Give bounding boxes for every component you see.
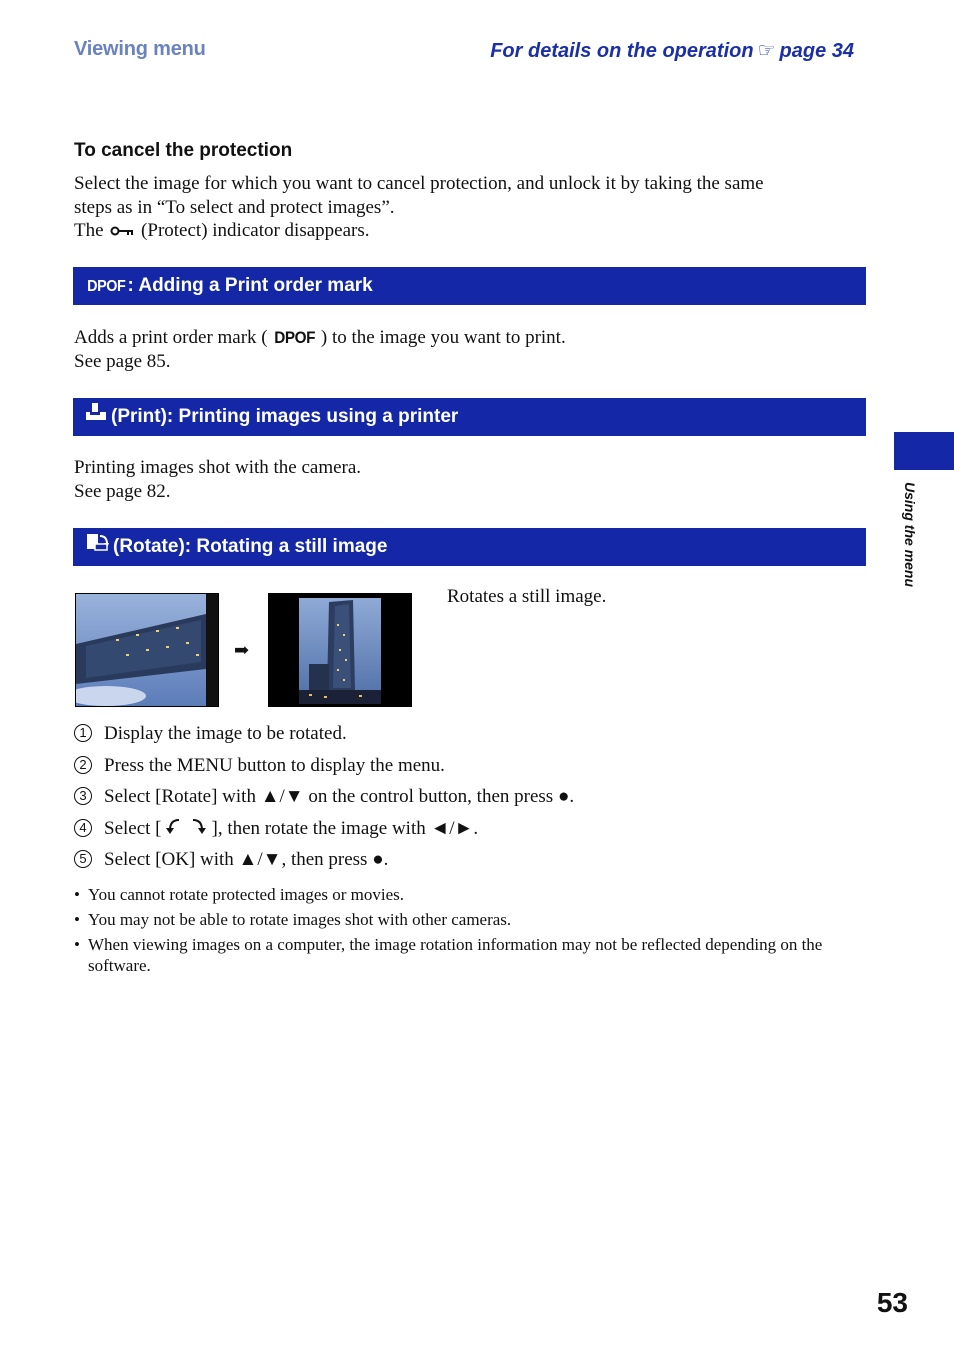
- step-2: [74, 754, 864, 786]
- print-see-page: See page 82.: [74, 480, 171, 502]
- pointing-hand-icon: ☞: [757, 40, 776, 62]
- rotate-description: Rotates a still image.: [447, 586, 607, 607]
- rotate-arrow-icon: ➡: [234, 640, 250, 660]
- rotate-steps-list: [74, 722, 864, 880]
- step-1: [74, 722, 864, 754]
- step-4-number: 4: [74, 819, 92, 837]
- cancel-line-2: steps as in “To select and protect images”.: [74, 196, 395, 218]
- chapter-tab: [894, 432, 954, 470]
- cancel-protection-text: [74, 172, 864, 243]
- rotate-direction-icon: [165, 817, 209, 842]
- operation-reference: [490, 38, 854, 63]
- bullet: •: [74, 885, 80, 904]
- rotated-photo-after: [268, 593, 412, 707]
- print-bar-title: (Print): Printing images using a printer: [111, 406, 459, 428]
- note-text: You cannot rotate protected images or movies.: [88, 885, 405, 904]
- cancel-line-1: Select the image for which you want to cancel protection, and unlock it by taking the same: [74, 173, 764, 194]
- rotated-photo-before: [75, 593, 219, 707]
- bullet: •: [74, 910, 80, 929]
- rotate-notes: [74, 884, 864, 980]
- rotate-icon: [85, 528, 109, 566]
- step-4-text-end: ], then rotate the image with ◄/►.: [211, 817, 479, 839]
- protect-key-icon: [110, 220, 134, 244]
- step-1-text: Display the image to be rotated.: [104, 723, 347, 744]
- note-item: [74, 934, 864, 976]
- dpof-icon: DPOF: [87, 278, 126, 295]
- note-text: When viewing images on a computer, the image rotation information may not be reflected depending on the software.: [88, 935, 823, 975]
- dpof-see-page: See page 85.: [74, 350, 171, 372]
- printer-icon: [85, 398, 107, 436]
- dpof-line-1: [74, 326, 864, 350]
- dpof-text-end: ) to the image you want to print.: [320, 327, 566, 348]
- note-item: [74, 884, 864, 905]
- step-5-text: Select [OK] with ▲/▼, then press ●.: [104, 849, 389, 870]
- cancel-line-3-end: (Protect) indicator disappears.: [141, 220, 370, 241]
- dpof-bar-title: : Adding a Print order mark: [127, 275, 373, 296]
- print-line-1: Printing images shot with the camera.: [74, 457, 362, 478]
- step-5-number: 5: [74, 850, 92, 868]
- dpof-text: [74, 326, 864, 373]
- cancel-line-3-start: The: [74, 220, 104, 241]
- cancel-protection-heading: To cancel the protection: [74, 140, 293, 161]
- rotate-bar-title: (Rotate): Rotating a still image: [113, 536, 388, 558]
- dpof-text-start: Adds a print order mark (: [74, 327, 268, 348]
- step-5: [74, 848, 864, 880]
- print-section-bar: [73, 398, 866, 436]
- step-3-number: 3: [74, 787, 92, 805]
- reference-page: page 34: [779, 40, 854, 62]
- dpof-inline-icon: DPOF: [273, 328, 315, 347]
- bullet: •: [74, 935, 80, 954]
- step-4-text: [104, 817, 478, 842]
- page-number: 53: [876, 1287, 908, 1318]
- section-title: Viewing menu: [74, 38, 206, 60]
- step-1-number: 1: [74, 724, 92, 742]
- step-2-number: 2: [74, 756, 92, 774]
- rotate-section-bar: [73, 528, 866, 566]
- step-2-text: Press the MENU button to display the menu.: [104, 754, 445, 776]
- step-3: [74, 785, 864, 817]
- step-3-text: Select [Rotate] with ▲/▼ on the control button, then press ●.: [104, 786, 575, 807]
- step-4: [74, 817, 864, 849]
- note-text: You may not be able to rotate images shot with other cameras.: [88, 910, 512, 929]
- dpof-section-bar: [73, 267, 866, 305]
- print-text: [74, 456, 864, 503]
- step-4-text-start: Select [: [104, 817, 162, 839]
- chapter-label: Using the menu: [902, 482, 918, 588]
- note-item: [74, 909, 864, 930]
- reference-text: For details on the operation: [490, 40, 754, 62]
- cancel-line-3: [74, 219, 864, 243]
